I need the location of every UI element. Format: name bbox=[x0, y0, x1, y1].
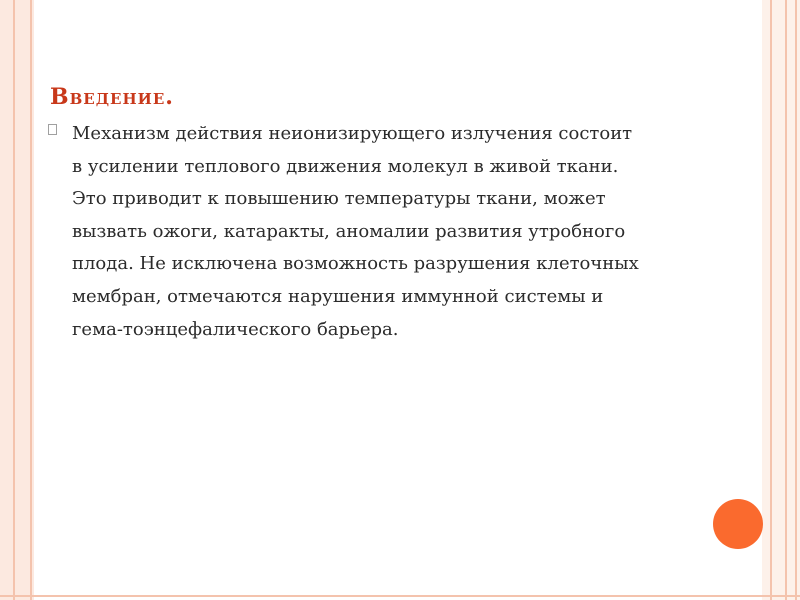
bottom-border-line bbox=[0, 595, 800, 597]
right-border-line bbox=[785, 0, 787, 600]
right-border-line bbox=[770, 0, 772, 600]
right-border-line bbox=[795, 0, 797, 600]
left-border-line bbox=[30, 0, 32, 600]
body-text: Механизм действия неионизирующего излучения состоит в усилении теплового движения молекул в живой ткани. Это приводит к повышению температуры ткани, может вызвать ожоги, катаракты, аномалии развития утробного плода. Не исключена возможность разрушения клеточных мембран, отмечаются нарушения иммунной системы и гема-тоэнцефалического барьера. bbox=[72, 123, 639, 340]
left-border-band bbox=[0, 0, 34, 600]
bullet-item bbox=[48, 118, 748, 346]
slide-title: Введение. bbox=[50, 84, 174, 110]
orange-circle-decoration bbox=[713, 499, 763, 549]
hollow-square-bullet-icon bbox=[48, 124, 57, 135]
left-border-line bbox=[13, 0, 15, 600]
